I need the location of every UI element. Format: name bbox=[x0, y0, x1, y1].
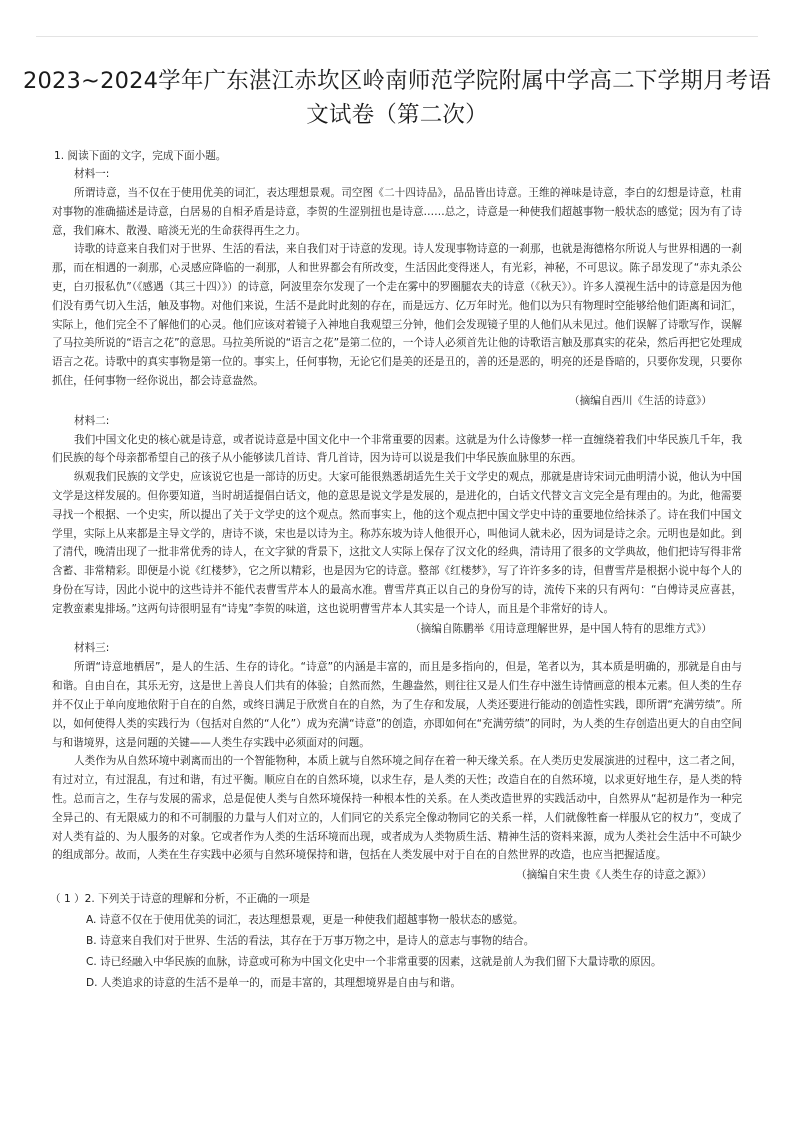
material-paragraph: 诗歌的诗意来自我们对于世界、生活的看法，来自我们对于诗意的发现。诗人发现事物诗意的一刹那，也就是海德格尔所说人与世界相遇的一刹那，而在相遇的一刹那，心灵感应降临的一刹那，人和世界都会有所改变，生活因此变得迷人，有光彩，神秘，不可思议。陈子昂发现了“赤丸杀公吏，白刃报私仇”（《感遇（其三十四）》）的诗意，阿波里奈尔发现了一个走在雾中的罗圈腿农夫的诗意（《秋天》）。许多人漠视生活中的诗意是因为他们没有勇气切入生活，触及事物。对他们来说，生活不是此时此刻的存在，而是远方、亿万年时光。他们以为只有物理时空能够给他们距离和词汇，实际上，他们完全不了解他们的心灵。他们应该对着镜子入神地自我观望三分钟，他们会发现镜子里的人他们从未见过。他们误解了诗歌写作，误解了马拉美所说的“语言之花”的意思。马拉美所说的“语言之花”是第二位的，一个诗人必须首先让他的诗歌语言触及那真实的花朵，然后再把它处理成语言之花。诗歌中的真实事物是第一位的。事实上，任何事物，无论它们是美的还是丑的，善的还是恶的，明亮的还是昏暗的，只要你发现，只要你抓住，任何事物一经你说出，都会诗意盎然。 bbox=[52, 243, 742, 387]
option-a[interactable]: A. 诗意不仅在于使用优美的词汇，表达理想景观，更是一种使我们超越事物一般状态的感觉。 bbox=[86, 913, 524, 926]
material-source: （摘编自陈鹏举《用诗意理解世界，是中国人特有的思维方式》） bbox=[410, 622, 712, 635]
material-label: 材料二: bbox=[74, 414, 110, 427]
material-paragraph: 所谓“诗意地栖居”，是人的生活、生存的诗化。“诗意”的内涵是丰富的，而且是多指向的，但是，笔者以为，其本质是明确的，那就是自由与和谐。自由自在，其乐无穷，这是世上善良人们共有的体验；自然而然，生趣盎然，则往往又是人们生存中滋生诗情画意的根本元素。但人类的生存并不仅止于单向度地依附于自在的自然，或终日满足于欣赏自在的自然，为了生存和发展，人类还要进行能动的创造性实践，即所谓“充满劳绩”。所以，如何使得人类的实践行为（包括对自然的“人化”）成为充满“诗意”的创造，亦即如何在“充满劳绩”的同时，为人类的生存创造出更大的自由空间与和谐境界，这是问题的关键——人类生存实践中必须面对的问题。 bbox=[52, 661, 742, 749]
subquestion-stem: （ 1 ）2. 下列关于诗意的理解和分析，不正确的一项是 bbox=[50, 892, 311, 905]
subquestion bbox=[52, 891, 742, 992]
material-paragraph: 所谓诗意，当不仅在于使用优美的词汇，表达理想景观。司空图《二十四诗品》，品品皆出诗意。王维的禅味是诗意，李白的幻想是诗意，杜甫对事物的准确描述是诗意，白居易的自相矛盾是诗意，李贺的生涩别扭也是诗意……总之，诗意是一种使我们超越事物一般状态的感觉；因为有了诗意，我们麻木、散漫、暗淡无光的生命获得再生之力。 bbox=[52, 187, 742, 237]
document-body bbox=[52, 148, 742, 996]
material-paragraph: 纵观我们民族的文学史，应该说它也是一部诗的历史。大家可能很熟悉胡适先生关于文学史的观点，那就是唐诗宋词元曲明清小说，他认为中国文学是这样发展的。但你要知道，当时胡适提倡白话文，他的意思是说文学是发展的，是进化的，白话文代替文言文完全是有理由的。为此，他需要寻找一个根据、一个史实，所以提出了关于文学史的这个观点。然而事实上，他的这个观点把中国文学史中诗的重要地位给抹杀了。诗在我们中国文学里，实际上从来都是主导文学的，唐诗不谈，宋也是以诗为主。称苏东坡为诗人他很开心，叫他词人就未必，因为词是诗之余。元明也是如此。到了清代，晚清出现了一批非常优秀的诗人，在文字狱的背景下，这批文人实际上保存了汉文化的经典，清诗用了很多的文学典故，他们把诗写得非常含蓄、非常精彩。即便是小说《红楼梦》，它之所以精彩，也是因为它的诗意。整部《红楼梦》，写了许许多多的诗，但曹雪芹是根据小说中每个人的身份在写诗，因此小说中的这些诗并不能代表曹雪芹本人的最高水准。曹雪芹真正以自己的身份写的诗，流传下来的只有两句：“白傅诗灵应喜甚，定教蛮素鬼排场。”这两句诗很明显有“诗鬼”李贺的味道，这也说明曹雪芹本人其实是一个诗人，而且是个非常好的诗人。 bbox=[52, 471, 742, 615]
page-title: 2023~2024学年广东湛江赤坎区岭南师范学院附属中学高二下学期月考语文试卷（第二次） bbox=[22, 68, 772, 128]
material-source: （摘编自西川《生活的诗意》） bbox=[568, 394, 712, 407]
material-2 bbox=[52, 413, 742, 639]
question-intro: 1. 阅读下面的文字，完成下面小题。 bbox=[54, 150, 227, 162]
material-label: 材料一: bbox=[74, 168, 110, 180]
material-source: （摘编自宋生贵《人类生存的诗意之源》） bbox=[516, 869, 712, 882]
top-divider bbox=[36, 36, 758, 37]
material-1 bbox=[52, 166, 742, 411]
option-b[interactable]: B. 诗意来自我们对于世界、生活的看法，其存在于万事万物之中，是诗人的意志与事物的结合。 bbox=[86, 934, 535, 947]
material-3 bbox=[52, 640, 742, 885]
material-paragraph: 我们中国文化史的核心就是诗意，或者说诗意是中国文化中一个非常重要的因素。这就是为什么诗像梦一样一直缠绕着我们中华民族几千年，我们民族的每个母亲都希望自己的孩子从小能够读几首诗、背几首诗，因为诗可以说是我们中华民族血脉里的东西。 bbox=[52, 433, 742, 465]
option-c[interactable]: C. 诗已经融入中华民族的血脉，诗意或可称为中国文化史中一个非常重要的因素，这就是前人为我们留下大量诗歌的原因。 bbox=[86, 955, 662, 968]
option-d[interactable]: D. 人类追求的诗意的生活不是单一的，而是丰富的，其理想境界是自由与和谐。 bbox=[86, 976, 462, 989]
material-paragraph: 人类作为从自然环境中剥离而出的一个智能物种，本质上就与自然环境之间存在着一种天缘关系。在人类历史发展演进的过程中，这二者之间，有过对立，有过混乱，有过和谐，有过平衡。顺应自在的自然环境，以求生存，是人类的天性；改造自在的自然环境，以求更好地生存，是人类的特性。总而言之，生存与发展的需求，总是促使人类与自然环境保持一种根本性的关系。在人类改造世界的实践活动中，自然界从“起初是作为一种完全异己的、有无限威力的和不可制服的力量与人们对立的，人们同它的关系完全像动物同它的关系一样，人们就像牲畜一样服从它的权力”，变成了对人类有益的、为人服务的对象。它或者作为人类的生活环境而出现，或者成为人类物质生活、精神生活的资料来源，成为人类社会生活中不可缺少的组成部分。故而，人类在生存实践中必须与自然环境保持和谐，包括在人类发展中对于自在的自然世界的改造，也应当把握适度。 bbox=[52, 755, 742, 862]
material-label: 材料三: bbox=[74, 642, 110, 655]
